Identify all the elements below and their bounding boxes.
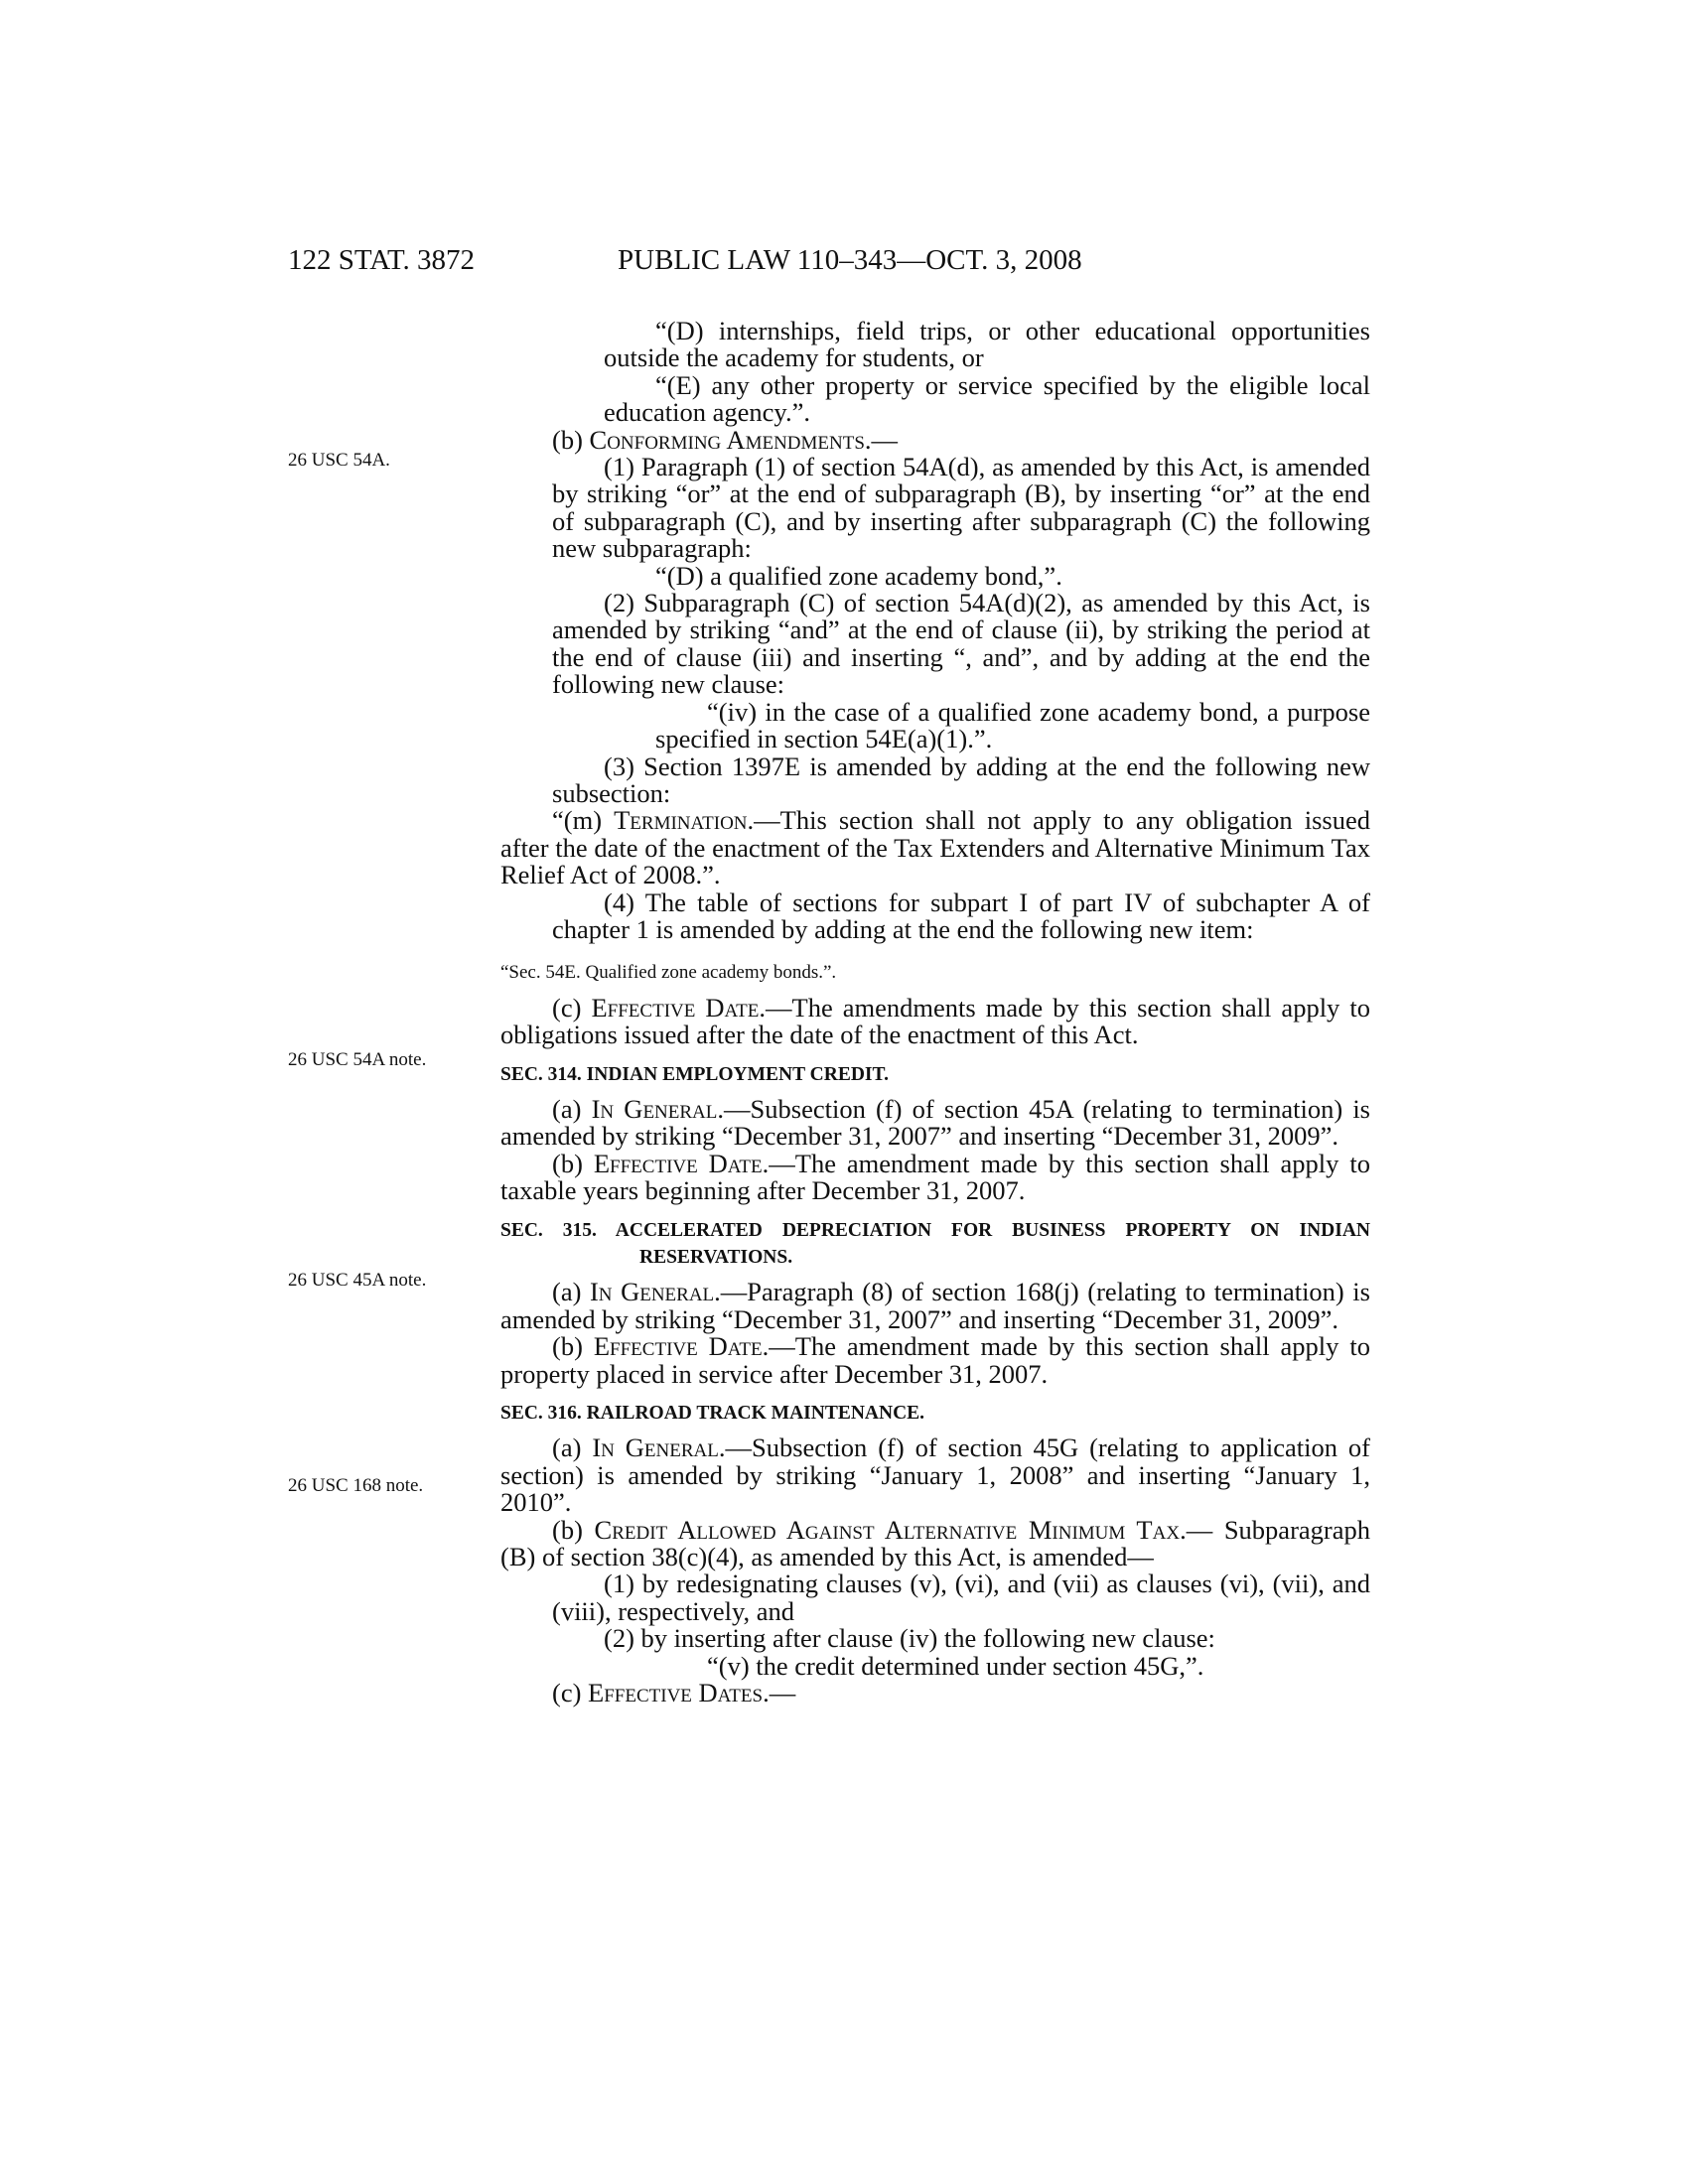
sec314-subsection-b: (b) Effective Date.—The amendment made by this section shall apply to taxable years beginning after December 31, 2007.: [500, 1148, 1370, 1206]
margin-note-usc-54a: 26 USC 54A.: [288, 450, 390, 471]
sec316-paragraph-1: (1) by redesignating clauses (v), (vi), and (vii) as clauses (vi), (vii), and (viii), respectively, and: [552, 1569, 1370, 1626]
margin-note-usc-54a-note: 26 USC 54A note.: [288, 1049, 427, 1070]
margin-note-usc-45a-note: 26 USC 45A note.: [288, 1270, 427, 1291]
sec315-subsection-b: (b) Effective Date.—The amendment made by this section shall apply to property placed in service after December 31, 2007.: [500, 1331, 1370, 1389]
new-clause-iv: “(iv) in the case of a qualified zone academy bond, a purpose specified in section 54E(a)(1).”.: [655, 696, 1370, 754]
sec316-paragraph-2: (2) by inserting after clause (iv) the following new clause:: [604, 1623, 1215, 1654]
new-clause-v: “(v) the credit determined under section 45G,”.: [707, 1650, 1204, 1681]
table-item-sec-54e: “Sec. 54E. Qualified zone academy bonds.”.: [500, 962, 837, 984]
running-header: [0, 244, 1688, 284]
subsection-b-conforming: (b) Conforming Amendments.—: [552, 424, 899, 455]
sec314-subsection-a: (a) In General.—Subsection (f) of section 45A (relating to termination) is amended by striking “December 31, 2007” and inserting “December 31, 2009”.: [500, 1093, 1370, 1152]
document-body: [500, 318, 1370, 1707]
sec316-subsection-a: (a) In General.—Subsection (f) of section 45G (relating to application of section) is amended by striking “January 1, 2008” and inserting “January 1, 2010”.: [500, 1433, 1370, 1518]
paragraph-3-1397e: (3) Section 1397E is amended by adding at the end the following new subsection:: [552, 751, 1370, 808]
sec316-subsection-c: (c) Effective Dates.—: [552, 1678, 796, 1708]
paragraph-2-54a-d-2: (2) Subparagraph (C) of section 54A(d)(2), as amended by this Act, is amended by striking “and” at the end of clause (ii), by striking the period at the end of clause (iii) and inserting “, and”, and by adding at the end the following new clause:: [552, 588, 1370, 700]
new-subsection-m-termination: “(m) Termination.—This section shall not apply to any obligation issued after the date of the enactment of the Tax Extenders and Alternative Minimum Tax Relief Act of 2008.”.: [500, 805, 1370, 890]
new-subparagraph-d: “(D) a qualified zone academy bond,”.: [655, 560, 1062, 591]
section-316-heading: SEC. 316. RAILROAD TRACK MAINTENANCE.: [500, 1403, 925, 1425]
sec316-subsection-b: (b) Credit Allowed Against Alternative Minimum Tax.— Subparagraph (B) of section 38(c)(4), as amended by this Act, is amended—: [500, 1514, 1370, 1572]
public-law-title: PUBLIC LAW 110–343—OCT. 3, 2008: [618, 244, 1082, 276]
section-314-heading: SEC. 314. INDIAN EMPLOYMENT CREDIT.: [500, 1063, 889, 1085]
paragraph-d-internships: “(D) internships, field trips, or other educational opportunities outside the academy for students, or: [604, 316, 1370, 373]
sec315-subsection-a: (a) In General.—Paragraph (8) of section 168(j) (relating to termination) is amended by striking “December 31, 2007” and inserting “December 31, 2009”.: [500, 1277, 1370, 1334]
paragraph-1-54a: (1) Paragraph (1) of section 54A(d), as amended by this Act, is amended by striking “or” at the end of subparagraph (B), by inserting “or” at the end of subparagraph (C), and by inserting after subparagraph (C) the following new subparagraph:: [552, 452, 1370, 564]
paragraph-4-table-of-sections: (4) The table of sections for subpart I of part IV of subchapter A of chapter 1 is amended by adding at the end the following new item:: [552, 887, 1370, 944]
section-315-heading: SEC. 315. ACCELERATED DEPRECIATION FOR BUSINESS PROPERTY ON INDIAN RESERVATIONS.: [500, 1219, 1370, 1268]
statute-page-number: 122 STAT. 3872: [288, 244, 476, 276]
margin-note-usc-168-note: 26 USC 168 note.: [288, 1475, 424, 1496]
subsection-c-effective-date: (c) Effective Date.—The amendments made by this section shall apply to obligations issued after the date of the enactment of this Act.: [500, 992, 1370, 1050]
paragraph-e-other-property: “(E) any other property or service specified by the eligible local education agency.”.: [604, 369, 1370, 428]
